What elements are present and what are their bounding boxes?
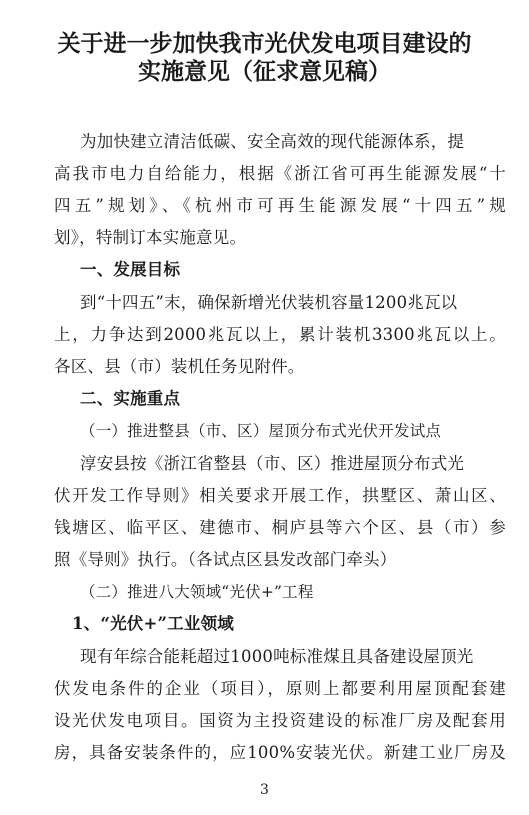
paragraph-line: 现有年综合能耗超过1000吨标准煤且具备建设屋顶光 (80, 647, 474, 666)
page-number: 3 (260, 782, 269, 798)
paragraph-line: 各区、县（市）装机任务见附件。 (54, 357, 305, 376)
section-heading: 一、发展目标 (80, 260, 181, 279)
paragraph-line: 淳安县按《浙江省整县（市、区）推进屋顶分布式光 (80, 454, 465, 473)
section-heading: 1、“光伏+”工业领域 (72, 614, 234, 633)
document-title-line-1: 关于进一步加快我市光伏发电项目建设的 (57, 30, 472, 57)
paragraph-line: 上，力争达到2000兆瓦以上，累计装机3300兆瓦以上。 (54, 325, 506, 344)
paragraph-line: 设光伏发电项目。国资为主投资建设的标准厂房及配套用 (54, 711, 506, 730)
subsection-heading: （一）推进整县（市、区）屋顶分布式光伏开发试点 (80, 422, 442, 440)
paragraph-line: 伏发电条件的企业（项目），原则上都要利用屋顶配套建 (54, 679, 506, 698)
section-heading: 二、实施重点 (80, 389, 181, 408)
paragraph-line: 房，具备安装条件的，应100%安装光伏。新建工业厂房及 (54, 743, 506, 762)
paragraph-line: 钱塘区、临平区、建德市、桐庐县等六个区、县（市）参 (54, 518, 506, 537)
paragraph-line: 四五”规划》、《杭州市可再生能源发展“十四五”规 (54, 196, 506, 215)
paragraph-line: 到“十四五”末，确保新增光伏装机容量1200兆瓦以 (80, 293, 458, 312)
paragraph-line: 划》，特制订本实施意见。 (54, 228, 247, 247)
document-title-line-2: 实施意见（征求意见稿） (138, 58, 391, 85)
paragraph-line: 照《导则》执行。（各试点区县发改部门牵头） (54, 550, 397, 569)
paragraph-line: 为加快建立清洁低碳、安全高效的现代能源体系，提 (80, 132, 465, 151)
paragraph-line: 高我市电力自给能力，根据《浙江省可再生能源发展“十 (54, 164, 506, 183)
subsection-heading: （二）推进八大领域“光伏+”工程 (80, 583, 314, 601)
paragraph-line: 伏开发工作导则》相关要求开展工作，拱墅区、萧山区、 (54, 486, 506, 505)
